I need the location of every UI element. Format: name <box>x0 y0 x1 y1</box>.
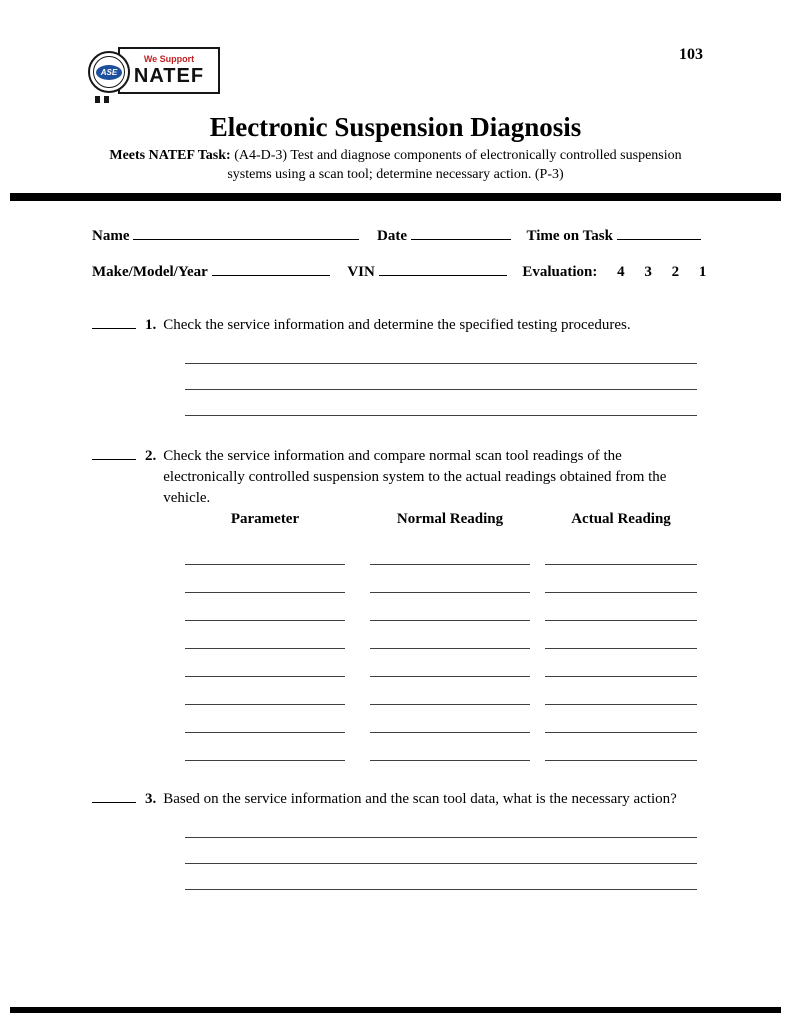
key-head-ring <box>93 56 125 88</box>
page-title: Electronic Suspension Diagnosis <box>209 112 582 142</box>
scan-cell-actual-reading-blank <box>545 705 697 733</box>
scan-cell-actual-reading-blank <box>545 565 697 593</box>
scan-cell-parameter-blank <box>185 649 345 677</box>
answer-blank-line <box>185 812 697 838</box>
scan-cell-normal-reading-blank <box>370 649 530 677</box>
scan-cell-normal-reading-blank <box>370 733 530 761</box>
key-tooth-icon <box>95 96 100 103</box>
natef-text: NATEF <box>133 64 205 87</box>
scan-cell-actual-reading-blank <box>545 677 697 705</box>
scan-cell-parameter-blank <box>185 621 345 649</box>
ase-logo-icon: ASE <box>96 65 122 80</box>
evaluation-option-4: 4 <box>617 264 625 280</box>
question-2-number: 2. <box>145 448 157 464</box>
answer-blank-line <box>185 838 697 864</box>
scan-table-row <box>185 565 699 593</box>
scan-table-header <box>185 511 699 533</box>
key-head-icon <box>88 51 130 93</box>
scan-table-row <box>185 537 699 565</box>
question-1-answer-area <box>185 338 697 416</box>
name-label: Name <box>92 228 130 244</box>
scan-cell-actual-reading-blank <box>545 537 697 565</box>
header-actual-reading: Actual Reading <box>571 511 671 527</box>
name-blank <box>133 226 359 240</box>
scan-cell-parameter-blank <box>185 705 345 733</box>
question-1 <box>92 315 699 336</box>
answer-blank-line <box>185 864 697 890</box>
evaluation-label: Evaluation: <box>522 264 598 280</box>
question-2-check-blank <box>92 456 136 460</box>
question-3-text: Based on the service information and the scan tool data, what is the necessary action? <box>163 791 677 807</box>
divider-top <box>10 193 781 201</box>
make-model-year-blank <box>212 262 330 276</box>
identity-row-1 <box>92 225 699 247</box>
question-3 <box>92 789 699 810</box>
scan-cell-actual-reading-blank <box>545 649 697 677</box>
scan-table-row <box>185 733 699 761</box>
scan-cell-parameter-blank <box>185 565 345 593</box>
header-parameter: Parameter <box>230 511 300 527</box>
evaluation-option-1: 1 <box>698 264 707 280</box>
scan-cell-parameter-blank <box>185 537 345 565</box>
scan-cell-parameter-blank <box>185 677 345 705</box>
question-3-answer-area <box>185 812 697 890</box>
answer-blank-line <box>185 338 697 364</box>
question-1-number: 1. <box>145 317 157 333</box>
identity-row-2 <box>92 261 707 283</box>
date-blank <box>411 226 511 240</box>
answer-blank-line <box>185 390 697 416</box>
scan-cell-normal-reading-blank <box>370 565 530 593</box>
vin-blank <box>379 262 507 276</box>
scan-cell-normal-reading-blank <box>370 621 530 649</box>
question-1-text: Check the service information and determine the specified testing procedures. <box>163 317 631 333</box>
scan-cell-parameter-blank <box>185 733 345 761</box>
question-3-number: 3. <box>145 791 157 807</box>
scan-cell-actual-reading-blank <box>545 621 697 649</box>
scan-table-body <box>185 537 699 761</box>
task-text: (A4-D-3) Test and diagnose components of electronically controlled suspension systems using a scan tool; determine necessary action. (P-3) <box>227 148 682 182</box>
divider-bottom <box>10 1007 781 1013</box>
date-label: Date <box>377 228 407 244</box>
scan-table-row <box>185 677 699 705</box>
vin-label: VIN <box>347 264 375 280</box>
scan-cell-actual-reading-blank <box>545 733 697 761</box>
we-support-text: We Support <box>143 54 195 65</box>
scan-cell-parameter-blank <box>185 593 345 621</box>
natef-logo-body <box>118 47 220 94</box>
scan-cell-normal-reading-blank <box>370 705 530 733</box>
make-model-year-label: Make/Model/Year <box>92 264 208 280</box>
natef-task-line <box>86 146 706 184</box>
scan-table-row <box>185 621 699 649</box>
page-number: 103 <box>679 46 703 63</box>
time-on-task-blank <box>617 226 701 240</box>
header-normal-reading: Normal Reading <box>396 511 504 527</box>
question-2 <box>92 446 699 509</box>
form-content <box>0 225 791 890</box>
scan-cell-actual-reading-blank <box>545 593 697 621</box>
time-on-task-label: Time on Task <box>526 228 613 244</box>
scan-cell-normal-reading-blank <box>370 537 530 565</box>
key-tooth-icon <box>104 96 109 103</box>
scan-cell-normal-reading-blank <box>370 677 530 705</box>
task-label: Meets NATEF Task: <box>109 148 231 163</box>
question-3-check-blank <box>92 799 136 803</box>
scan-table-row <box>185 705 699 733</box>
answer-blank-line <box>185 364 697 390</box>
scan-table <box>185 511 699 761</box>
scan-cell-normal-reading-blank <box>370 593 530 621</box>
evaluation-option-2: 2 <box>671 264 680 280</box>
scan-table-row <box>185 593 699 621</box>
question-2-text: Check the service information and compare normal scan tool readings of the electronically controlled suspension system to the actual readings obtained from the vehicle. <box>163 448 667 506</box>
evaluation-option-3: 3 <box>644 264 652 280</box>
scan-table-row <box>185 649 699 677</box>
natef-logo <box>88 44 222 98</box>
question-1-check-blank <box>92 325 136 329</box>
